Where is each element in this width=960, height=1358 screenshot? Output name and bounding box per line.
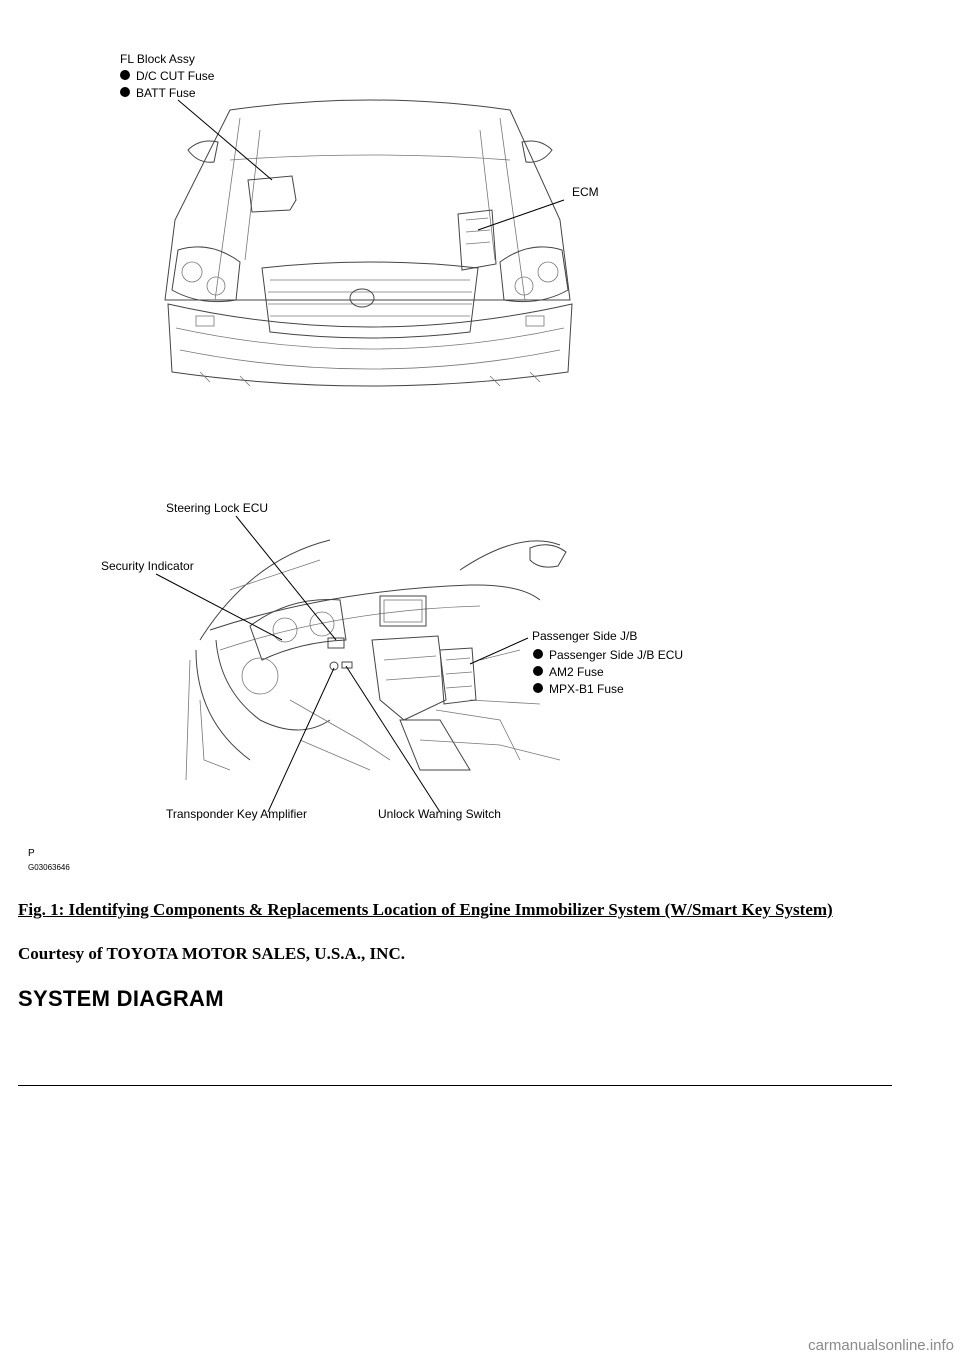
vehicle-interior-drawing xyxy=(186,540,566,780)
label-ecm: ECM xyxy=(572,185,599,199)
label-steering-lock-ecu: Steering Lock ECU xyxy=(166,501,269,515)
horizontal-rule xyxy=(18,1085,892,1086)
section-heading: SYSTEM DIAGRAM xyxy=(18,986,224,1011)
bullet-icon xyxy=(120,87,130,97)
bullet-icon xyxy=(533,683,543,693)
bullet-icon xyxy=(120,70,130,80)
label-unlock-warning-switch: Unlock Warning Switch xyxy=(378,807,501,821)
label-passenger-side-jb: Passenger Side J/B xyxy=(532,629,638,643)
vehicle-front-drawing xyxy=(165,100,572,386)
label-security-indicator: Security Indicator xyxy=(101,559,194,573)
label-passenger-side-jb-ecu: Passenger Side J/B ECU xyxy=(549,648,684,662)
bullet-icon xyxy=(533,649,543,659)
bullet-icon xyxy=(533,666,543,676)
watermark: carmanualsonline.info xyxy=(808,1337,954,1354)
figure-courtesy: Courtesy of TOYOTA MOTOR SALES, U.S.A., INC. xyxy=(18,944,405,963)
label-batt-fuse: BATT Fuse xyxy=(136,86,196,100)
label-fl-block-assy: FL Block Assy xyxy=(120,52,195,66)
label-transponder-key-amplifier: Transponder Key Amplifier xyxy=(166,807,307,821)
label-mpx-b1-fuse: MPX-B1 Fuse xyxy=(549,682,624,696)
figure-code: G03063646 xyxy=(28,863,70,872)
label-dc-cut-fuse: D/C CUT Fuse xyxy=(136,69,215,83)
figure-caption: Fig. 1: Identifying Components & Replacements Location of Engine Immobilizer System (W/Smart Key System) xyxy=(18,900,833,919)
figure-corner-mark: P xyxy=(28,848,35,859)
label-am2-fuse: AM2 Fuse xyxy=(549,665,604,679)
